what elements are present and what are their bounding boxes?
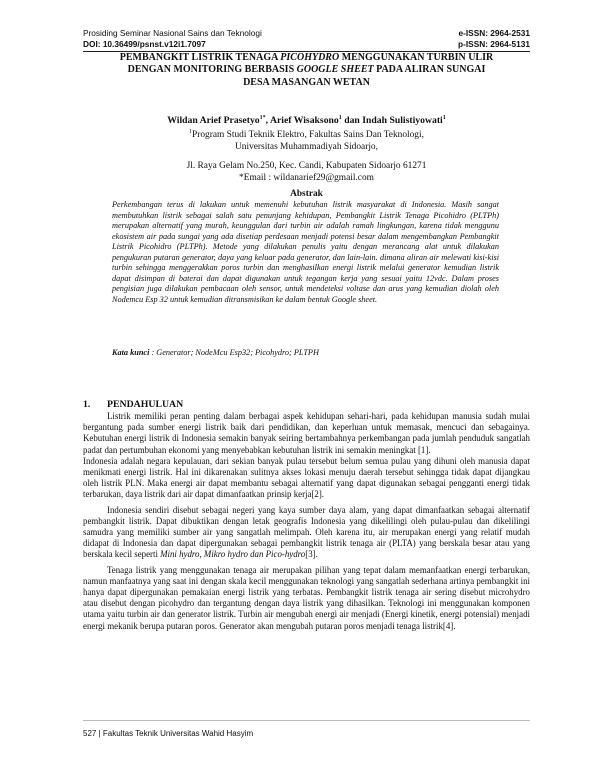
paragraph: Indonesia adalah negara kepulauan, dari sekian banyak pulau tersebut belum semua pulau yang dihuni oleh manusia dapat menikmati energi listrik. Hal ini dikarenakan sulitnya akses lokasi menuju daerah tersebut sehingga tidak dapat dijangkau oleh listrik PLN. Maka energi air dapat membantu sebagai alternatif yang dapat digunakan sebagai pengganti energi tidak terbarukan, daya listrik dari air dapat dimanfaatkan prinsip kerja[2]. [83, 455, 530, 500]
author-email: *Email : wildanarief29@gmail.com [239, 172, 374, 183]
eissn: e-ISSN: 2964-2531 [458, 28, 530, 38]
page-header [83, 28, 530, 49]
page-footer: 527 | Fakultas Teknik Universitas Wahid Hasyim [83, 729, 254, 738]
section-heading: 1. PENDAHULUAN [83, 399, 184, 410]
pissn: p-ISSN: 2964-5131 [458, 38, 530, 49]
paper-title: PEMBANGKIT LISTRIK TENAGA PICOHYDRO MENGGUNAKAN TURBIN ULIR DENGAN MONITORING BERBASIS GOOGLE SHEET PADA ALIRAN SUNGAI DESA MASANGAN WETAN [119, 52, 494, 88]
doi: DOI: 10.36499/psnst.v12i1.7097 [83, 38, 206, 49]
keywords: Kata kunci : Generator; NodeMcu Esp32; Picohydro; PLTPH [112, 348, 319, 357]
paragraph: Tenaga listrik yang menggunakan tenaga air merupakan pilihan yang tepat dalam memanfaatkan energi terbarukan, namun manfaatnya yang saat ini dengan skala kecil menggunakan teknologi yang sangatlah sederhana artinya pembangkit ini hanya dapat dipergunakan pemakaian energi listrik yang terbatas. Pembangkit listrik tenaga air sering disebut microhydro atau disebut dengan picohydro dan tergantung dengan daya listrik yang dihasilkan. Teknologi ini menggunakan komponen utama yaitu turbin air dan generator listrik. Turbin air mengubah energi air menjadi (Energi kinetik, energi potensial) menjadi energi mekanik berupa putaran poros. Generator akan mengubah putaran poros menjadi tenaga listrik[4]. [83, 564, 530, 631]
abstract-text: Perkembangan terus di lakukan untuk memenuhi kebutuhan listrik masyarakat di Indonesia. Masih sangat membutuhkan listrik sebagai salah satu penunjang kehidupan, Pembangkit Listrik Tenaga Picohidro (PLTPh) merupakan alternatif yang murah, keunggulan dari turbin air adalah ramah lingkungan, karena tidak menggunu ekosistem air pada sungai yang ada disetiap perdesaan menjadi potensi besar dalam mengembangkan Pembangkit Listrik Picohidro (PLTPh). Metode yang dilakukan penulis yaitu dengan merancang alat untuk dilakukan pengukuran putaran generator, daya yang keluar pada generator, dan lain-lain. dimana aliran air melewati kisi-kisi turbin sehingga menggerakkan poros turbin dan menghasilkan energi listrik melalui generator kemudian listrik dapat disimpan di baterai dan dapat digunakan untuk tegangan kerja yang sesuai yaitu 12vdc. Dalam proses pengisian juga dilakukan pembacaan oleh sensor, untuk mendeteksi voltase dan arus yang kemudian diolah oleh Nodemcu Esp 32 untuk kemudian ditransmisikan ke dalam bentuk Google sheet. [112, 200, 499, 304]
journal-name: Prosiding Seminar Nasional Sains dan Teknologi [83, 28, 262, 38]
paragraph: Indonesia sendiri disebut sebagai negeri yang kaya sumber daya alam, yang dapat dimanfaatkan sebagai alternatif pembangkit listrik. Dapat dibuktikan dengan letak geografis Indonesia yang dikelilingi oleh pulau-pulau dan dikelilingi samudra yang memiliki sumber air yang sangatlah melimpah. Oleh karena itu, air merupakan energi yang relatif mudah didapat di Indonesia dan dapat dipergunakan sebagai pembangkit listrik tenaga air (PLTA) yang berskala besar atau yang berskala kecil seperti Mini hydro, Mikro hydro dan Pico-hydro[3]. [83, 504, 530, 560]
footer-divider [83, 720, 530, 721]
paragraph: Listrik memiliki peran penting dalam berbagai aspek kehidupan sehari-hari, pada kehidupan manusia sudah mulai bergantung pada sumber energi listrik baik dari pendidikan, dan keperluan untuk memasak, mencuci dan sebagainya. Kebutuhan energi listrik di Indonesia semakin banyak seiring bertambahnya perkembangan pada jumlah penduduk sangatlah padat dan pertumbuhan ekonomi yang menyebabkan kebutuhan listrik ini semakin meningkat [1]. [83, 411, 530, 455]
affiliation: $^1$Program Studi Teknik Elektro, Fakultas Sains Dan Teknologi, Universitas Muhammadiyah Sidoarjo, Jl. Raya Gelam No.250, Kec. Candi, Kabupaten Sidoarjo 61271 *Email : wildanarief29@gmail.com [83, 126, 530, 184]
section-body [83, 411, 530, 632]
author-list: Wildan Arief Prasetyo$^{1*}$, Arief Wisaksono$^1$ dan Indah Sulistiyowati$^1$ [167, 115, 446, 127]
abstract-heading: Abstrak [290, 189, 323, 199]
